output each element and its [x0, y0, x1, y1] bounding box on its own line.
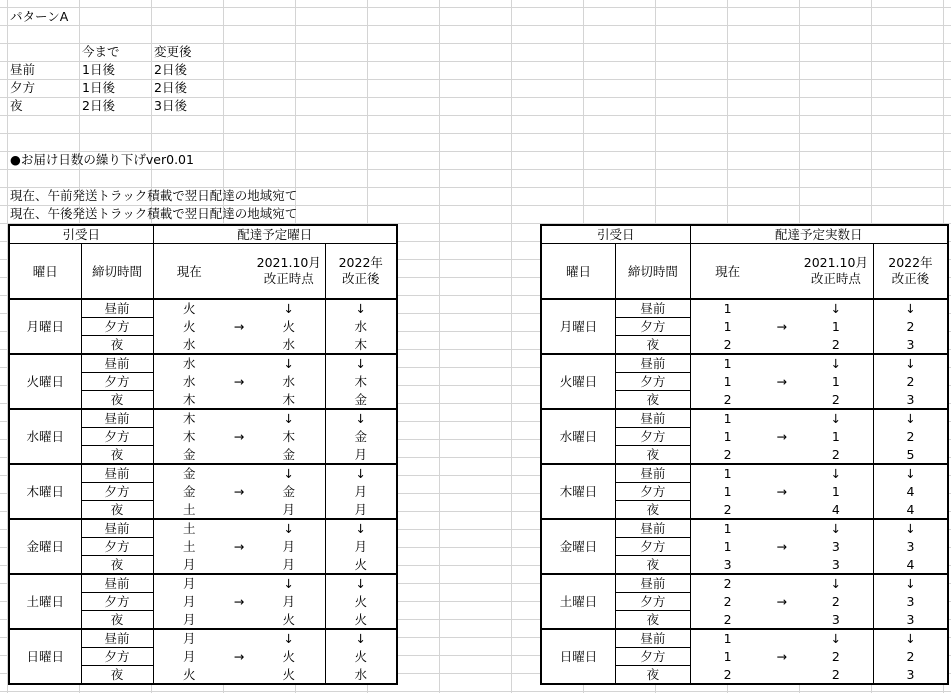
arrow-cell — [765, 299, 799, 318]
revision-2021-cell: 火 — [253, 318, 325, 336]
revision-2021-cell: ↓ — [799, 409, 874, 428]
current-cell: 火 — [153, 318, 225, 336]
cutoff-cell: 夕方 — [81, 483, 153, 501]
revision-2021-cell: 月 — [253, 593, 325, 611]
summary-row-label: 夜 — [10, 98, 23, 113]
revision-2021-cell: 月 — [253, 501, 325, 520]
cutoff-cell: 夕方 — [616, 483, 691, 501]
pattern-title: パターンA — [10, 9, 69, 24]
cutoff-cell: 夜 — [616, 666, 691, 685]
revision-2021-cell: ↓ — [799, 354, 874, 373]
table-row — [9, 464, 397, 483]
col-current: 現在 — [153, 244, 225, 300]
table-row — [9, 574, 397, 593]
arrow-cell — [225, 666, 253, 685]
revision-2021-cell: 木 — [253, 391, 325, 410]
revision-2021-cell: ↓ — [253, 464, 325, 483]
revision-2021-cell: 1 — [799, 318, 874, 336]
arrow-cell — [225, 556, 253, 575]
arrow-cell — [765, 464, 799, 483]
current-cell: 1 — [690, 648, 765, 666]
current-cell: 火 — [153, 666, 225, 685]
revision-2022-cell: 火 — [325, 611, 397, 630]
revision-2021-cell: ↓ — [799, 629, 874, 648]
current-cell: 1 — [690, 428, 765, 446]
day-cell: 土曜日 — [9, 574, 81, 629]
delivery-days-count-table — [540, 224, 949, 685]
cutoff-cell: 昼前 — [616, 519, 691, 538]
table-row — [541, 464, 948, 483]
current-cell: 水 — [153, 373, 225, 391]
cutoff-cell: 夕方 — [616, 318, 691, 336]
cutoff-cell: 夕方 — [616, 538, 691, 556]
section-title: ●お届け日数の繰り下げver0.01 — [10, 152, 194, 167]
arrow-cell — [765, 336, 799, 355]
table-row — [9, 629, 397, 648]
arrow-cell — [225, 574, 253, 593]
revision-2022-cell: 2 — [873, 373, 948, 391]
arrow-cell — [765, 556, 799, 575]
revision-2022-cell: ↓ — [325, 409, 397, 428]
summary-row-before: 1日後 — [82, 62, 115, 77]
revision-2022-cell: ↓ — [325, 574, 397, 593]
arrow-cell — [765, 611, 799, 630]
day-cell: 水曜日 — [9, 409, 81, 464]
cutoff-cell: 夕方 — [616, 428, 691, 446]
revision-2021-cell: 2 — [799, 446, 874, 465]
arrow-cell — [765, 666, 799, 685]
revision-2022-cell: 2 — [873, 648, 948, 666]
revision-2021-cell: 1 — [799, 428, 874, 446]
revision-2021-cell: 金 — [253, 483, 325, 501]
col-current: 現在 — [690, 244, 765, 300]
table-row — [541, 519, 948, 538]
day-cell: 月曜日 — [541, 299, 616, 354]
col-cutoff: 締切時間 — [81, 244, 153, 300]
cutoff-cell: 昼前 — [616, 629, 691, 648]
table-row — [9, 519, 397, 538]
cutoff-cell: 夜 — [81, 336, 153, 355]
revision-2021-cell: ↓ — [799, 519, 874, 538]
cutoff-cell: 昼前 — [81, 574, 153, 593]
revision-2022-cell: ↓ — [873, 299, 948, 318]
current-cell: 土 — [153, 538, 225, 556]
revision-2022-cell: 金 — [325, 428, 397, 446]
cutoff-cell: 夕方 — [81, 428, 153, 446]
summary-header-after: 変更後 — [154, 44, 192, 59]
cutoff-cell: 夕方 — [81, 373, 153, 391]
table-row — [541, 409, 948, 428]
col-revision-2022-line1: 2022年 — [338, 255, 383, 270]
current-cell: 月 — [153, 648, 225, 666]
current-cell: 2 — [690, 446, 765, 465]
cutoff-cell: 夕方 — [616, 593, 691, 611]
revision-2022-cell: 水 — [325, 318, 397, 336]
revision-2022-cell: ↓ — [873, 519, 948, 538]
receipt-header: 引受日 — [541, 225, 690, 244]
current-cell: 1 — [690, 318, 765, 336]
revision-2022-cell: 4 — [873, 556, 948, 575]
cutoff-cell: 夜 — [81, 446, 153, 465]
day-cell: 土曜日 — [541, 574, 616, 629]
arrow-cell: → — [776, 594, 787, 609]
delivery-header: 配達予定曜日 — [153, 225, 397, 244]
arrow-cell — [225, 519, 253, 538]
current-cell: 金 — [153, 446, 225, 465]
col-revision-2021-line2: 改正時点 — [810, 271, 861, 286]
day-cell: 火曜日 — [9, 354, 81, 409]
revision-2021-cell: 木 — [253, 428, 325, 446]
arrow-cell: → — [233, 539, 245, 554]
revision-2022-cell: ↓ — [325, 464, 397, 483]
delivery-weekday-table — [8, 224, 398, 685]
col-revision-2021-line1: 2021.10月 — [803, 255, 868, 270]
table-row — [9, 354, 397, 373]
revision-2021-cell: 水 — [253, 336, 325, 355]
arrow-cell: → — [776, 319, 787, 334]
current-cell: 月 — [153, 593, 225, 611]
cutoff-cell: 夕方 — [81, 648, 153, 666]
cutoff-cell: 夕方 — [81, 538, 153, 556]
revision-2022-cell: 月 — [325, 446, 397, 465]
current-cell: 2 — [690, 666, 765, 685]
receipt-header: 引受日 — [9, 225, 153, 244]
cutoff-cell: 昼前 — [81, 409, 153, 428]
col-revision-2022-line1: 2022年 — [888, 255, 933, 270]
current-cell: 1 — [690, 354, 765, 373]
revision-2022-cell: 3 — [873, 391, 948, 410]
revision-2021-cell: ↓ — [253, 574, 325, 593]
current-cell: 1 — [690, 409, 765, 428]
col-revision-2022 — [325, 244, 397, 300]
revision-2021-cell: 3 — [799, 538, 874, 556]
cutoff-cell: 夜 — [616, 501, 691, 520]
current-cell: 1 — [690, 519, 765, 538]
day-cell: 木曜日 — [541, 464, 616, 519]
day-cell: 月曜日 — [9, 299, 81, 354]
cutoff-cell: 昼前 — [81, 464, 153, 483]
table-row — [9, 409, 397, 428]
col-revision-2022-line2: 改正後 — [891, 271, 930, 286]
day-cell: 金曜日 — [9, 519, 81, 574]
revision-2021-cell: ↓ — [253, 299, 325, 318]
arrow-cell: → — [233, 429, 245, 444]
revision-2021-cell: 1 — [799, 373, 874, 391]
revision-2022-cell: ↓ — [873, 629, 948, 648]
revision-2022-cell: ↓ — [873, 574, 948, 593]
arrow-cell — [225, 336, 253, 355]
revision-2021-cell: 水 — [253, 373, 325, 391]
current-cell: 金 — [153, 483, 225, 501]
current-cell: 1 — [690, 629, 765, 648]
arrow-cell — [225, 446, 253, 465]
revision-2022-cell: 火 — [325, 593, 397, 611]
current-cell: 木 — [153, 391, 225, 410]
current-cell: 土 — [153, 519, 225, 538]
revision-2021-cell: ↓ — [799, 574, 874, 593]
revision-2021-cell: 2 — [799, 336, 874, 355]
current-cell: 土 — [153, 501, 225, 520]
revision-2021-cell: 火 — [253, 666, 325, 685]
summary-row-before: 1日後 — [82, 80, 115, 95]
day-cell: 日曜日 — [541, 629, 616, 684]
revision-2022-cell: 木 — [325, 373, 397, 391]
table-row — [541, 299, 948, 318]
col-revision-2021-line1: 2021.10月 — [256, 255, 321, 270]
revision-2022-cell: ↓ — [873, 354, 948, 373]
current-cell: 2 — [690, 336, 765, 355]
col-revision-2021 — [253, 244, 325, 300]
current-cell: 水 — [153, 354, 225, 373]
note-line: 現在、午後発送トラック積載で翌日配達の地域宛て — [10, 206, 298, 221]
day-cell: 金曜日 — [541, 519, 616, 574]
revision-2022-cell: ↓ — [325, 519, 397, 538]
current-cell: 金 — [153, 464, 225, 483]
arrow-cell: → — [776, 539, 787, 554]
revision-2021-cell: ↓ — [799, 464, 874, 483]
current-cell: 木 — [153, 428, 225, 446]
cutoff-cell: 昼前 — [81, 629, 153, 648]
revision-2021-cell: ↓ — [253, 519, 325, 538]
summary-row-label: 昼前 — [10, 62, 36, 77]
cutoff-cell: 昼前 — [616, 354, 691, 373]
col-revision-2021-line2: 改正時点 — [263, 271, 314, 286]
revision-2021-cell: 月 — [253, 538, 325, 556]
current-cell: 月 — [153, 556, 225, 575]
revision-2022-cell: 3 — [873, 666, 948, 685]
summary-row-after: 3日後 — [154, 98, 187, 113]
arrow-cell: → — [233, 374, 245, 389]
revision-2022-cell: ↓ — [325, 629, 397, 648]
col-cutoff: 締切時間 — [616, 244, 691, 300]
summary-row-before: 2日後 — [82, 98, 115, 113]
revision-2022-cell: ↓ — [873, 464, 948, 483]
revision-2022-cell: 2 — [873, 318, 948, 336]
revision-2021-cell: 月 — [253, 556, 325, 575]
cutoff-cell: 夜 — [616, 446, 691, 465]
arrow-cell — [225, 299, 253, 318]
arrow-cell: → — [233, 594, 245, 609]
current-cell: 月 — [153, 574, 225, 593]
cutoff-cell: 夜 — [81, 391, 153, 410]
cutoff-cell: 夜 — [81, 501, 153, 520]
arrow-cell — [225, 629, 253, 648]
col-day: 曜日 — [9, 244, 81, 300]
revision-2022-cell: 金 — [325, 391, 397, 410]
cutoff-cell: 昼前 — [81, 354, 153, 373]
arrow-cell — [765, 409, 799, 428]
revision-2022-cell: ↓ — [325, 299, 397, 318]
current-cell: 1 — [690, 373, 765, 391]
current-cell: 水 — [153, 336, 225, 355]
cutoff-cell: 夕方 — [81, 593, 153, 611]
day-cell: 火曜日 — [541, 354, 616, 409]
current-cell: 月 — [153, 629, 225, 648]
revision-2022-cell: 3 — [873, 336, 948, 355]
revision-2021-cell: ↓ — [253, 409, 325, 428]
cutoff-cell: 昼前 — [81, 299, 153, 318]
arrow-cell — [765, 391, 799, 410]
arrow-cell — [765, 574, 799, 593]
cutoff-cell: 夜 — [616, 556, 691, 575]
revision-2022-cell: 火 — [325, 648, 397, 666]
day-cell: 木曜日 — [9, 464, 81, 519]
col-day: 曜日 — [541, 244, 616, 300]
note-line: 現在、午前発送トラック積載で翌日配達の地域宛て — [10, 188, 298, 203]
revision-2021-cell: 2 — [799, 593, 874, 611]
cutoff-cell: 昼前 — [616, 574, 691, 593]
current-cell: 火 — [153, 299, 225, 318]
summary-row-after: 2日後 — [154, 62, 187, 77]
arrow-cell — [225, 611, 253, 630]
current-cell: 3 — [690, 556, 765, 575]
col-revision-2021 — [799, 244, 874, 300]
revision-2022-cell: ↓ — [325, 354, 397, 373]
revision-2022-cell: 4 — [873, 483, 948, 501]
revision-2022-cell: 月 — [325, 483, 397, 501]
cutoff-cell: 夜 — [616, 336, 691, 355]
current-cell: 月 — [153, 611, 225, 630]
revision-2021-cell: 2 — [799, 391, 874, 410]
arrow-cell: → — [233, 484, 245, 499]
arrow-cell — [765, 446, 799, 465]
summary-header-before: 今まで — [82, 44, 120, 59]
col-revision-2022-line2: 改正後 — [342, 271, 380, 286]
revision-2021-cell: 金 — [253, 446, 325, 465]
arrow-cell — [225, 464, 253, 483]
revision-2022-cell: 3 — [873, 593, 948, 611]
arrow-cell: → — [233, 319, 245, 334]
revision-2021-cell: 1 — [799, 483, 874, 501]
arrow-cell — [225, 501, 253, 520]
revision-2021-cell: 3 — [799, 556, 874, 575]
arrow-cell — [225, 409, 253, 428]
cutoff-cell: 昼前 — [616, 409, 691, 428]
cutoff-cell: 夜 — [81, 611, 153, 630]
revision-2022-cell: 月 — [325, 538, 397, 556]
revision-2021-cell: 4 — [799, 501, 874, 520]
arrow-cell: → — [233, 649, 245, 664]
revision-2021-cell: 2 — [799, 666, 874, 685]
revision-2022-cell: 2 — [873, 428, 948, 446]
summary-row-label: 夕方 — [10, 80, 36, 95]
current-cell: 木 — [153, 409, 225, 428]
arrow-cell — [765, 519, 799, 538]
day-cell: 日曜日 — [9, 629, 81, 684]
cutoff-cell: 夜 — [81, 556, 153, 575]
cutoff-cell: 夜 — [616, 611, 691, 630]
arrow-cell — [765, 354, 799, 373]
revision-2022-cell: 水 — [325, 666, 397, 685]
arrow-cell: → — [776, 374, 787, 389]
cutoff-cell: 昼前 — [616, 299, 691, 318]
revision-2021-cell: ↓ — [253, 354, 325, 373]
arrow-cell: → — [776, 649, 787, 664]
current-cell: 2 — [690, 501, 765, 520]
arrow-cell — [765, 629, 799, 648]
revision-2021-cell: 2 — [799, 648, 874, 666]
cutoff-cell: 夜 — [81, 666, 153, 685]
cutoff-cell: 夕方 — [616, 648, 691, 666]
current-cell: 1 — [690, 483, 765, 501]
col-revision-2022 — [873, 244, 948, 300]
table-row — [541, 574, 948, 593]
delivery-header: 配達予定実数日 — [690, 225, 948, 244]
current-cell: 2 — [690, 611, 765, 630]
revision-2022-cell: 木 — [325, 336, 397, 355]
arrow-cell — [765, 501, 799, 520]
cutoff-cell: 夕方 — [616, 373, 691, 391]
arrow-cell — [225, 391, 253, 410]
revision-2022-cell: ↓ — [873, 409, 948, 428]
current-cell: 1 — [690, 538, 765, 556]
cutoff-cell: 夕方 — [81, 318, 153, 336]
current-cell: 2 — [690, 574, 765, 593]
revision-2022-cell: 火 — [325, 556, 397, 575]
current-cell: 1 — [690, 464, 765, 483]
arrow-cell: → — [776, 429, 787, 444]
cutoff-cell: 昼前 — [81, 519, 153, 538]
arrow-cell: → — [776, 484, 787, 499]
revision-2021-cell: ↓ — [253, 629, 325, 648]
current-cell: 1 — [690, 299, 765, 318]
summary-row-after: 2日後 — [154, 80, 187, 95]
revision-2022-cell: 5 — [873, 446, 948, 465]
revision-2022-cell: 4 — [873, 501, 948, 520]
table-row — [541, 354, 948, 373]
current-cell: 2 — [690, 391, 765, 410]
revision-2021-cell: 3 — [799, 611, 874, 630]
revision-2021-cell: 火 — [253, 648, 325, 666]
revision-2022-cell: 3 — [873, 538, 948, 556]
revision-2022-cell: 3 — [873, 611, 948, 630]
cutoff-cell: 昼前 — [616, 464, 691, 483]
revision-2022-cell: 月 — [325, 501, 397, 520]
revision-2021-cell: 火 — [253, 611, 325, 630]
cutoff-cell: 夜 — [616, 391, 691, 410]
arrow-cell — [225, 354, 253, 373]
revision-2021-cell: ↓ — [799, 299, 874, 318]
table-row — [541, 629, 948, 648]
current-cell: 2 — [690, 593, 765, 611]
table-row — [9, 299, 397, 318]
day-cell: 水曜日 — [541, 409, 616, 464]
